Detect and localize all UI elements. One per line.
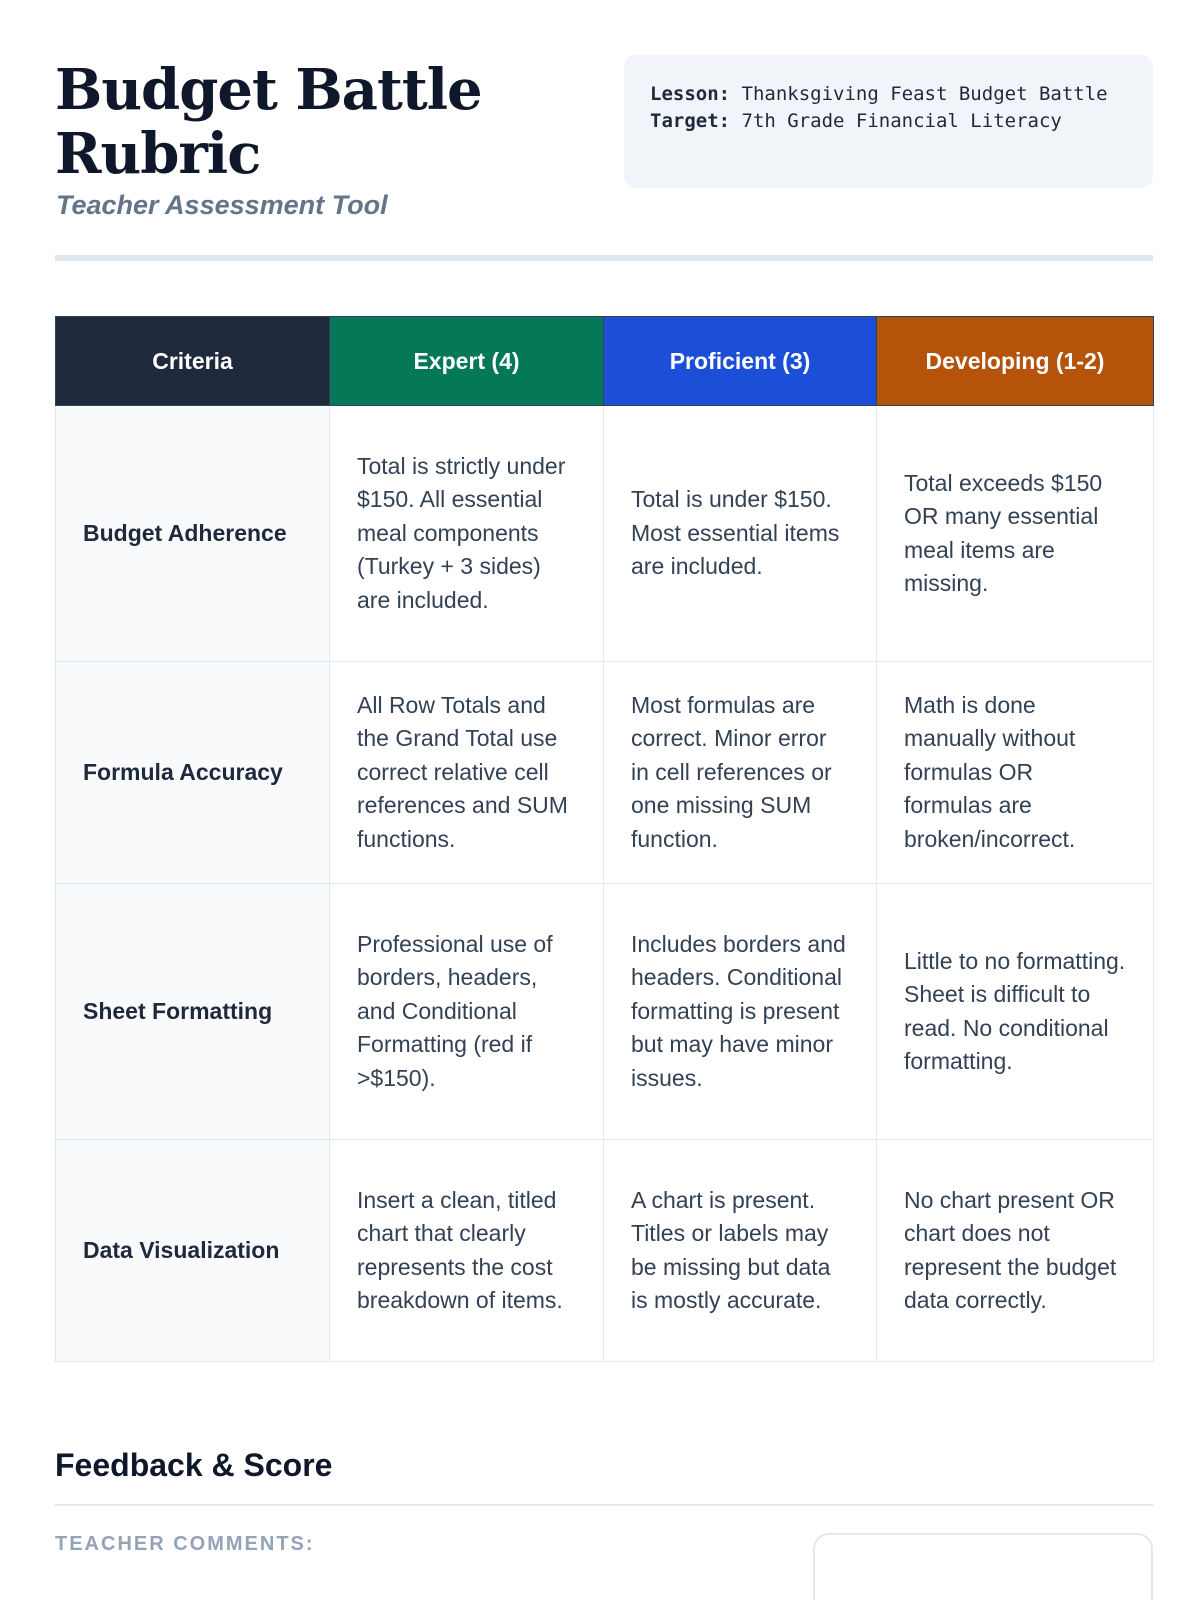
criteria-cell: Sheet Formatting [56, 884, 330, 1140]
header-divider [55, 255, 1153, 261]
page-title: Budget Battle Rubric [55, 57, 482, 187]
column-header-criteria: Criteria [56, 317, 330, 406]
column-header-developing: Developing (1-2) [877, 317, 1154, 406]
criteria-cell: Budget Adherence [56, 406, 330, 662]
lesson-label: Lesson: [650, 83, 731, 105]
rubric-table [55, 316, 1154, 1362]
developing-cell: Total exceeds $150 OR many essential meal items are missing. [877, 406, 1154, 662]
score-input-box[interactable] [813, 1533, 1153, 1600]
lesson-line [650, 81, 1129, 108]
target-label: Target: [650, 110, 731, 132]
feedback-divider [55, 1504, 1153, 1506]
table-row [56, 662, 1154, 884]
developing-cell: Little to no formatting. Sheet is difficult to read. No conditional formatting. [877, 884, 1154, 1140]
developing-cell: Math is done manually without formulas OR formulas are broken/incorrect. [877, 662, 1154, 884]
expert-cell: Professional use of borders, headers, and Conditional Formatting (red if >$150). [330, 884, 604, 1140]
developing-cell: No chart present OR chart does not represent the budget data correctly. [877, 1140, 1154, 1362]
criteria-cell: Data Visualization [56, 1140, 330, 1362]
lesson-value: Thanksgiving Feast Budget Battle [741, 83, 1108, 105]
proficient-cell: Most formulas are correct. Minor error in cell references or one missing SUM function. [604, 662, 877, 884]
table-row [56, 884, 1154, 1140]
column-header-proficient: Proficient (3) [604, 317, 877, 406]
table-row [56, 406, 1154, 662]
lesson-info-box [624, 55, 1153, 188]
criteria-cell: Formula Accuracy [56, 662, 330, 884]
proficient-cell: Total is under $150. Most essential items are included. [604, 406, 877, 662]
teacher-comments-label: TEACHER COMMENTS: [55, 1533, 315, 1555]
expert-cell: All Row Totals and the Grand Total use correct relative cell references and SUM functions. [330, 662, 604, 884]
rubric-header-row [56, 317, 1154, 406]
expert-cell: Insert a clean, titled chart that clearly represents the cost breakdown of items. [330, 1140, 604, 1362]
proficient-cell: Includes borders and headers. Conditional formatting is present but may have minor issues. [604, 884, 877, 1140]
target-line [650, 108, 1129, 135]
target-value: 7th Grade Financial Literacy [741, 110, 1062, 132]
column-header-expert: Expert (4) [330, 317, 604, 406]
proficient-cell: A chart is present. Titles or labels may be missing but data is mostly accurate. [604, 1140, 877, 1362]
expert-cell: Total is strictly under $150. All essential meal components (Turkey + 3 sides) are included. [330, 406, 604, 662]
table-row [56, 1140, 1154, 1362]
page-subtitle: Teacher Assessment Tool [56, 190, 388, 220]
feedback-heading: Feedback & Score [55, 1447, 333, 1483]
